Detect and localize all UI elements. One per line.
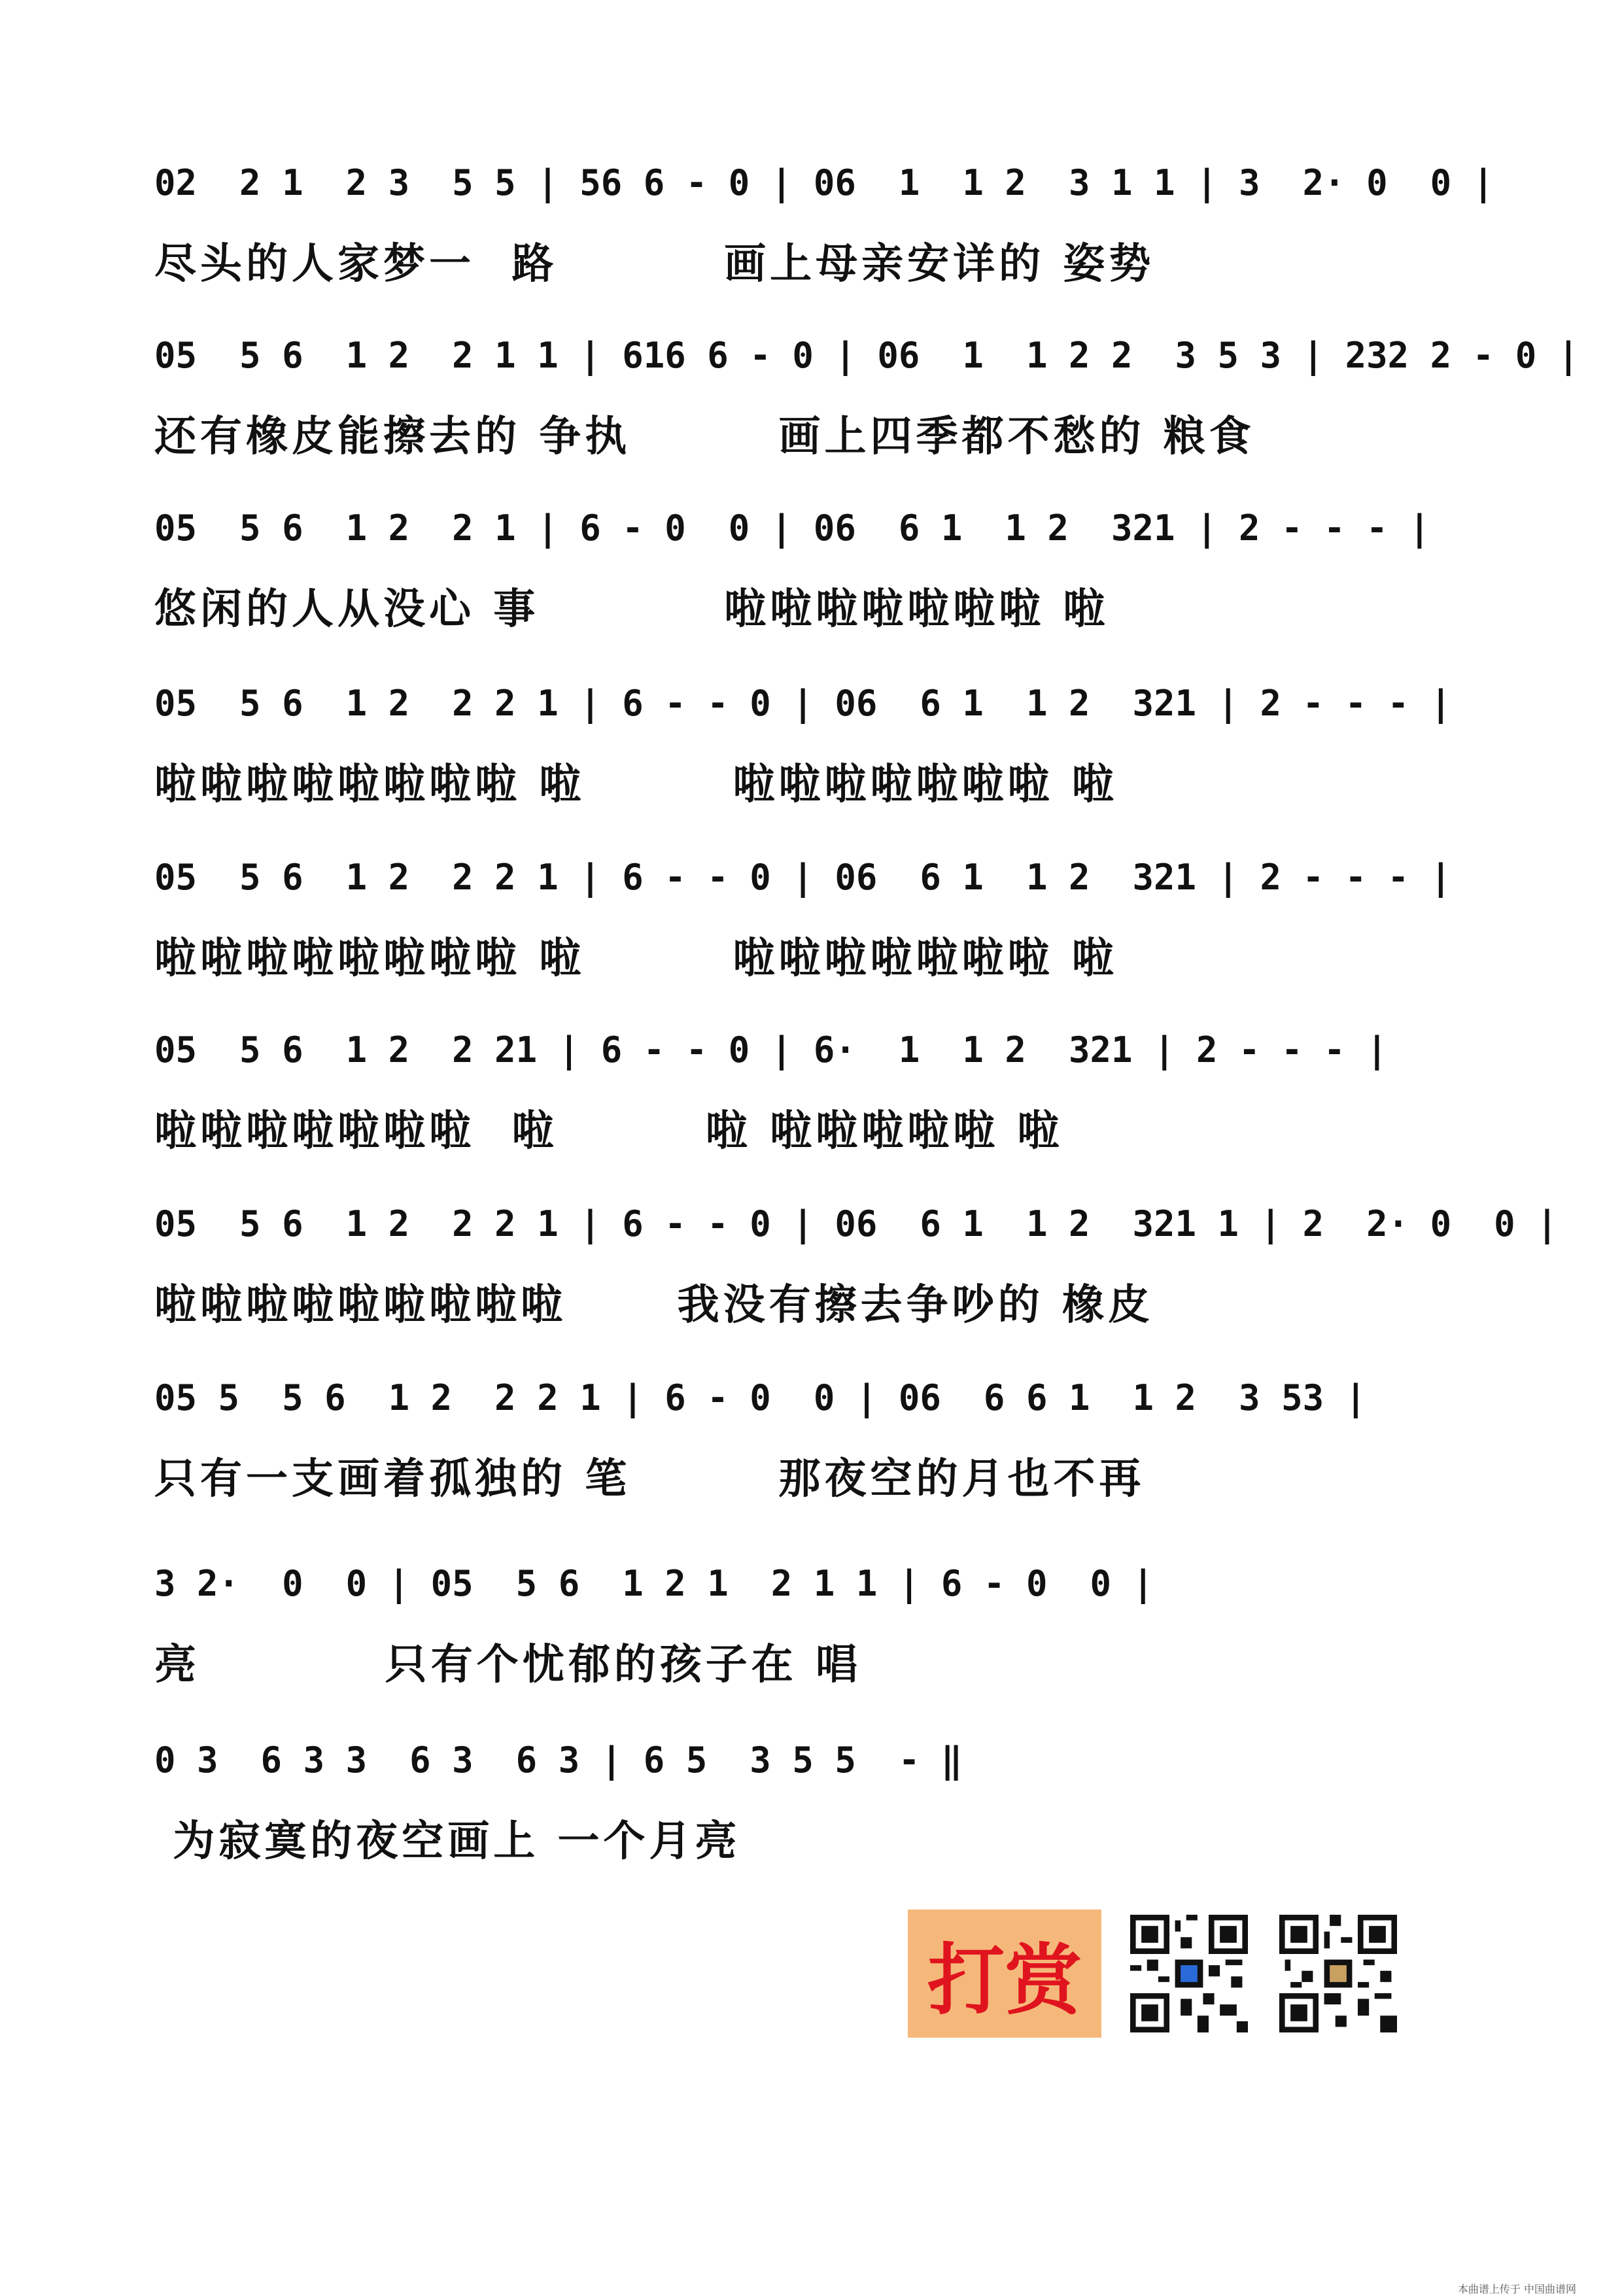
qr-code-icon (1130, 1915, 1248, 2032)
footer-note: 本曲谱上传于 中国曲谱网 (1457, 2283, 1576, 2295)
notation-line: 3 2· 0 0 | 05 5 6 1 2 1 2 1 1 | 6 - 0 0 | (154, 1563, 1154, 1604)
lyric-line: 啦啦啦啦啦啦啦 啦 啦 啦啦啦啦啦 啦 (154, 1106, 1063, 1156)
notation-line: 05 5 6 1 2 2 1 1 | 616 6 - 0 | 06 1 1 2 2 3 5 3 | 232 2 - 0 | (154, 335, 1579, 376)
tip-badge[interactable] (908, 1910, 1101, 2038)
qr-code-icon (1279, 1915, 1397, 2032)
lyric-line: 悠闲的人从没心 事 啦啦啦啦啦啦啦 啦 (154, 585, 1109, 634)
notation-line: 05 5 6 1 2 2 2 1 | 6 - - 0 | 06 6 1 1 2 321 | 2 - - - | (154, 857, 1452, 898)
lyric-line: 只有一支画着孤独的 笔 那夜空的月也不再 (154, 1454, 1145, 1503)
notation-line: 05 5 6 1 2 2 2 1 | 6 - - 0 | 06 6 1 1 2 321 1 | 2 2· 0 0 | (154, 1203, 1558, 1244)
notation-line: 05 5 5 6 1 2 2 2 1 | 6 - 0 0 | 06 6 6 1 1 2 3 53 | (154, 1377, 1367, 1418)
notation-line: 0 3 6 3 3 6 3 6 3 | 6 5 3 5 5 - ‖ (154, 1739, 963, 1781)
notation-line: 05 5 6 1 2 2 2 1 | 6 - - 0 | 06 6 1 1 2 321 | 2 - - - | (154, 683, 1452, 724)
lyric-line: 啦啦啦啦啦啦啦啦 啦 啦啦啦啦啦啦啦 啦 (154, 760, 1118, 809)
notation-line: 05 5 6 1 2 2 1 | 6 - 0 0 | 06 6 1 1 2 321 | 2 - - - | (154, 507, 1430, 549)
lyric-line: 尽头的人家梦一 路 画上母亲安详的 姿势 (154, 239, 1155, 288)
notation-line: 02 2 1 2 3 5 5 | 56 6 - 0 | 06 1 1 2 3 1 1 | 3 2· 0 0 | (154, 162, 1494, 203)
lyric-line: 亮 只有个忧郁的孩子在 唱 (154, 1640, 862, 1689)
lyric-line: 为寂寞的夜空画上 一个月亮 (154, 1817, 741, 1866)
lyric-line: 还有橡皮能擦去的 争执 画上四季都不愁的 粮食 (154, 412, 1255, 461)
tip-label: 打赏 (927, 1934, 1082, 2025)
lyric-line: 啦啦啦啦啦啦啦啦啦 我没有擦去争吵的 橡皮 (154, 1280, 1154, 1329)
notation-line: 05 5 6 1 2 2 21 | 6 - - 0 | 6· 1 1 2 321 | 2 - - - | (154, 1029, 1388, 1071)
lyric-line: 啦啦啦啦啦啦啦啦 啦 啦啦啦啦啦啦啦 啦 (154, 934, 1118, 983)
